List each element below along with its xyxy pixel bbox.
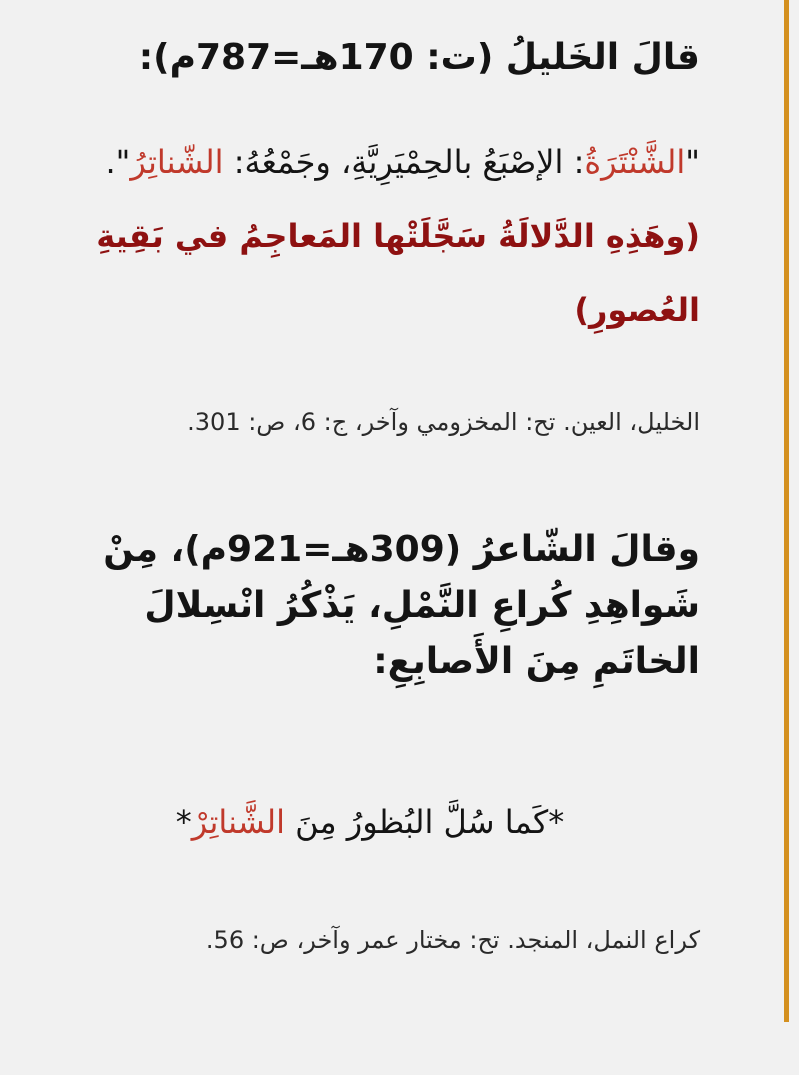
quote-open: " <box>685 143 700 181</box>
section1-heading: قالَ الخَليلُ (ت: 170هـ=787م): <box>138 37 700 78</box>
section1-reference: الخليل، العين. تح: المخزومي وآخر، ج: 6، ص: 301. <box>187 408 700 436</box>
section1-paragraph <box>60 125 700 347</box>
verse-term: الشَّناتِرْ <box>191 803 285 841</box>
dictionary-note: (وهَذِهِ الدَّلالَةُ سَجَّلَتْها المَعاجِمُ في بَقِيةِ العُصورِ) <box>96 217 700 329</box>
section2-reference: كراع النمل، المنجد. تح: مختار عمر وآخر، ص: 56. <box>205 926 700 954</box>
term-shanatir: الشّناتِرُ <box>130 143 224 181</box>
definition-text: : الإصْبَعُ بالحِمْيَرِيَّةِ، وجَمْعُهُ: <box>223 143 585 181</box>
quote-close: ". <box>105 143 131 181</box>
verse-line <box>50 800 700 845</box>
section2-heading: وقالَ الشّاعرُ (309هـ=921م)، مِنْ شَواهِدِ كُراعِ النَّمْلِ، يَذْكُرُ انْسِلالَ الخاتَمِ مِنَ الأَصابِعِ: <box>103 529 700 682</box>
verse-text: كَما سُلَّ البُظورُ مِنَ <box>284 803 549 841</box>
verse-star-start: * <box>548 803 565 841</box>
verse-star-end: * <box>175 803 192 841</box>
accent-bar <box>784 0 789 1022</box>
term-shantara: الشَّنْتَرَةُ <box>584 143 686 181</box>
